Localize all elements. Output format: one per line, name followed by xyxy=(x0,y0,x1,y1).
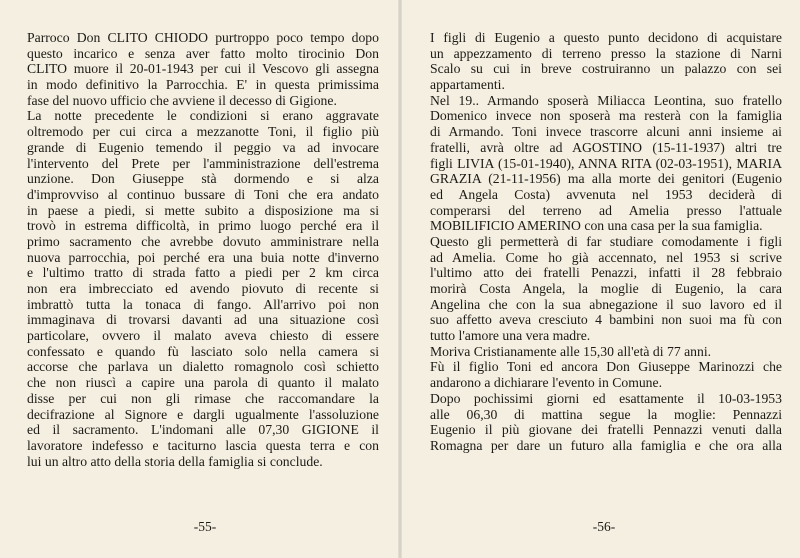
left-page-number: -55- xyxy=(193,519,217,534)
text-line: Nel 19.. Armando sposerà Miliacca Leontina, suo fratello xyxy=(430,92,782,108)
text-line: che non riuscì a capire una parola di quanto il malato xyxy=(27,375,379,391)
text-line: questo incarico e senza aver fatto molto tirocinio Don xyxy=(27,45,379,61)
text-line: comperarsi del terreno ad Amelia presso l'attuale xyxy=(430,202,782,218)
text-line: Domenico invece non sposerà ma resterà con la famiglia xyxy=(430,108,782,124)
text-line: imbrattò tutta la tonaca di fango. All'arrivo poi non xyxy=(27,296,379,312)
text-line: morirà Costa Angela, la moglie di Eugenio, la cara xyxy=(430,281,782,296)
text-line: Parroco Don CLITO CHIODO purtroppo poco tempo dopo xyxy=(27,30,379,45)
text-line: Scalo su cui in breve costruiranno un palazzo con sei xyxy=(430,61,782,77)
text-line: Angelina che con la sua abnegazione il suo lavoro ed il xyxy=(430,296,782,312)
text-line: immaginava di trovarsi davanti ad una situazione così xyxy=(27,312,379,328)
text-line: oltremodo per cui circa a mezzanotte Toni, il figlio più xyxy=(27,124,379,140)
text-line: I figli di Eugenio a questo punto decidono di acquistare xyxy=(430,30,782,45)
text-line: ed il sacramento. L'indomani alle 07,30 GIGIONE il xyxy=(27,422,379,438)
text-line: l'ultimo atto dei fratelli Penazzi, infatti il 28 febbraio xyxy=(430,265,782,281)
text-line: non era imbrecciato ed avendo piovuto di recente si xyxy=(27,281,379,296)
text-line: l'intervento del Prete per l'amministrazione dell'estrema xyxy=(27,155,379,171)
text-line: d'improvviso al continuo bussare di Toni che era andato xyxy=(27,186,379,202)
text-line: fase del nuovo ufficio che avviene il decesso di Gigione. xyxy=(27,92,337,108)
text-line: ed Angela Costa) avvenuta nel 1953 deciderà di xyxy=(430,186,782,202)
text-line: lui un altro atto della storia della famiglia si conclude. xyxy=(27,453,323,469)
text-line: accorse che parlava un dialetto romagnolo così schietto xyxy=(27,359,379,375)
text-line: primo sacramento che avrebbe dovuto amministrare nella xyxy=(27,233,379,249)
text-line: Moriva Cristianamente alle 15,30 all'età di 77 anni. xyxy=(430,343,712,359)
text-line: Questo gli permetterà di far studiare comodamente i figli xyxy=(430,233,782,249)
text-line: CLITO muore il 20-01-1943 per cui il Vescovo gli assegna xyxy=(27,61,379,77)
text-line: appartamenti. xyxy=(430,77,505,93)
text-line: tutto l'amore una vera madre. xyxy=(430,328,591,344)
text-line: alle 06,30 di mattina segue la moglie: Pennazzi xyxy=(430,406,782,422)
text-line: Romagna per dare un futuro alla famiglia e che ora alla xyxy=(430,437,782,453)
text-line: in modo definitivo la Parrocchia. E' in questa primissima xyxy=(27,77,379,93)
right-page-number: -56- xyxy=(592,519,616,534)
text-line: di Armando. Toni invece trascorre alcuni anni insieme ai xyxy=(430,124,782,140)
text-line: in paese a piedi, si mette subito a disposizione ma si xyxy=(27,202,379,218)
book-gutter xyxy=(398,0,402,558)
text-line: andarono a dichiarare l'evento in Comune. xyxy=(430,375,663,391)
text-line: confessato e quando fù lasciato solo nella camera si xyxy=(27,343,379,359)
text-line: Dopo pochissimi giorni ed esattamente il 10-03-1953 xyxy=(430,390,782,406)
text-line: e l'ultimo tratto di strada fatto a piedi per 2 km circa xyxy=(27,265,379,281)
text-line: Eugenio il più giovane dei fratelli Pennazzi venuti dalla xyxy=(430,422,782,438)
right-page xyxy=(430,30,782,454)
text-line: ad Amelia. Come ho già accennato, nel 1953 si scrive xyxy=(430,249,782,265)
text-line: trovò in estrema difficoltà, in primo luogo perché era il xyxy=(27,218,379,234)
text-line: grande di Eugenio temendo il peggio va ad invocare xyxy=(27,139,379,155)
text-line: particolare, ovvero il malato aveva chiesto di essere xyxy=(27,328,379,344)
text-line: suo affetto aveva cresciuto 4 bambini non suoi ma fù con xyxy=(430,312,782,328)
text-line: un appezzamento di terreno presso la stazione di Narni xyxy=(430,45,782,61)
text-line: decifrazione al Signore e dargli ugualmente l'assoluzione xyxy=(27,406,379,422)
text-line: lavoratore indefesso e taciturno lascia questa terra e con xyxy=(27,437,379,453)
text-line: disse per cui non gli rimase che raccomandare la xyxy=(27,390,379,406)
text-line: nuova parrocchia, poi perché era una buia notte d'inverno xyxy=(27,249,379,265)
left-page xyxy=(27,30,379,469)
text-line: Fù il figlio Toni ed ancora Don Giuseppe Marinozzi che xyxy=(430,359,782,375)
text-line: GRAZIA (21-11-1956) ma alla morte dei genitori (Eugenio xyxy=(430,171,782,187)
text-line: unzione. Don Giuseppe stà dormendo e si alza xyxy=(27,171,379,187)
text-line: MOBILIFICIO AMERINO con una casa per la sua famiglia. xyxy=(430,218,763,234)
text-line: fratelli, avrà oltre ad AGOSTINO (15-11-1937) altri tre xyxy=(430,139,782,155)
text-line: figli LIVIA (15-01-1940), ANNA RITA (02-03-1951), MARIA xyxy=(430,155,782,171)
text-line: La notte precedente le condizioni si erano aggravate xyxy=(27,108,379,124)
